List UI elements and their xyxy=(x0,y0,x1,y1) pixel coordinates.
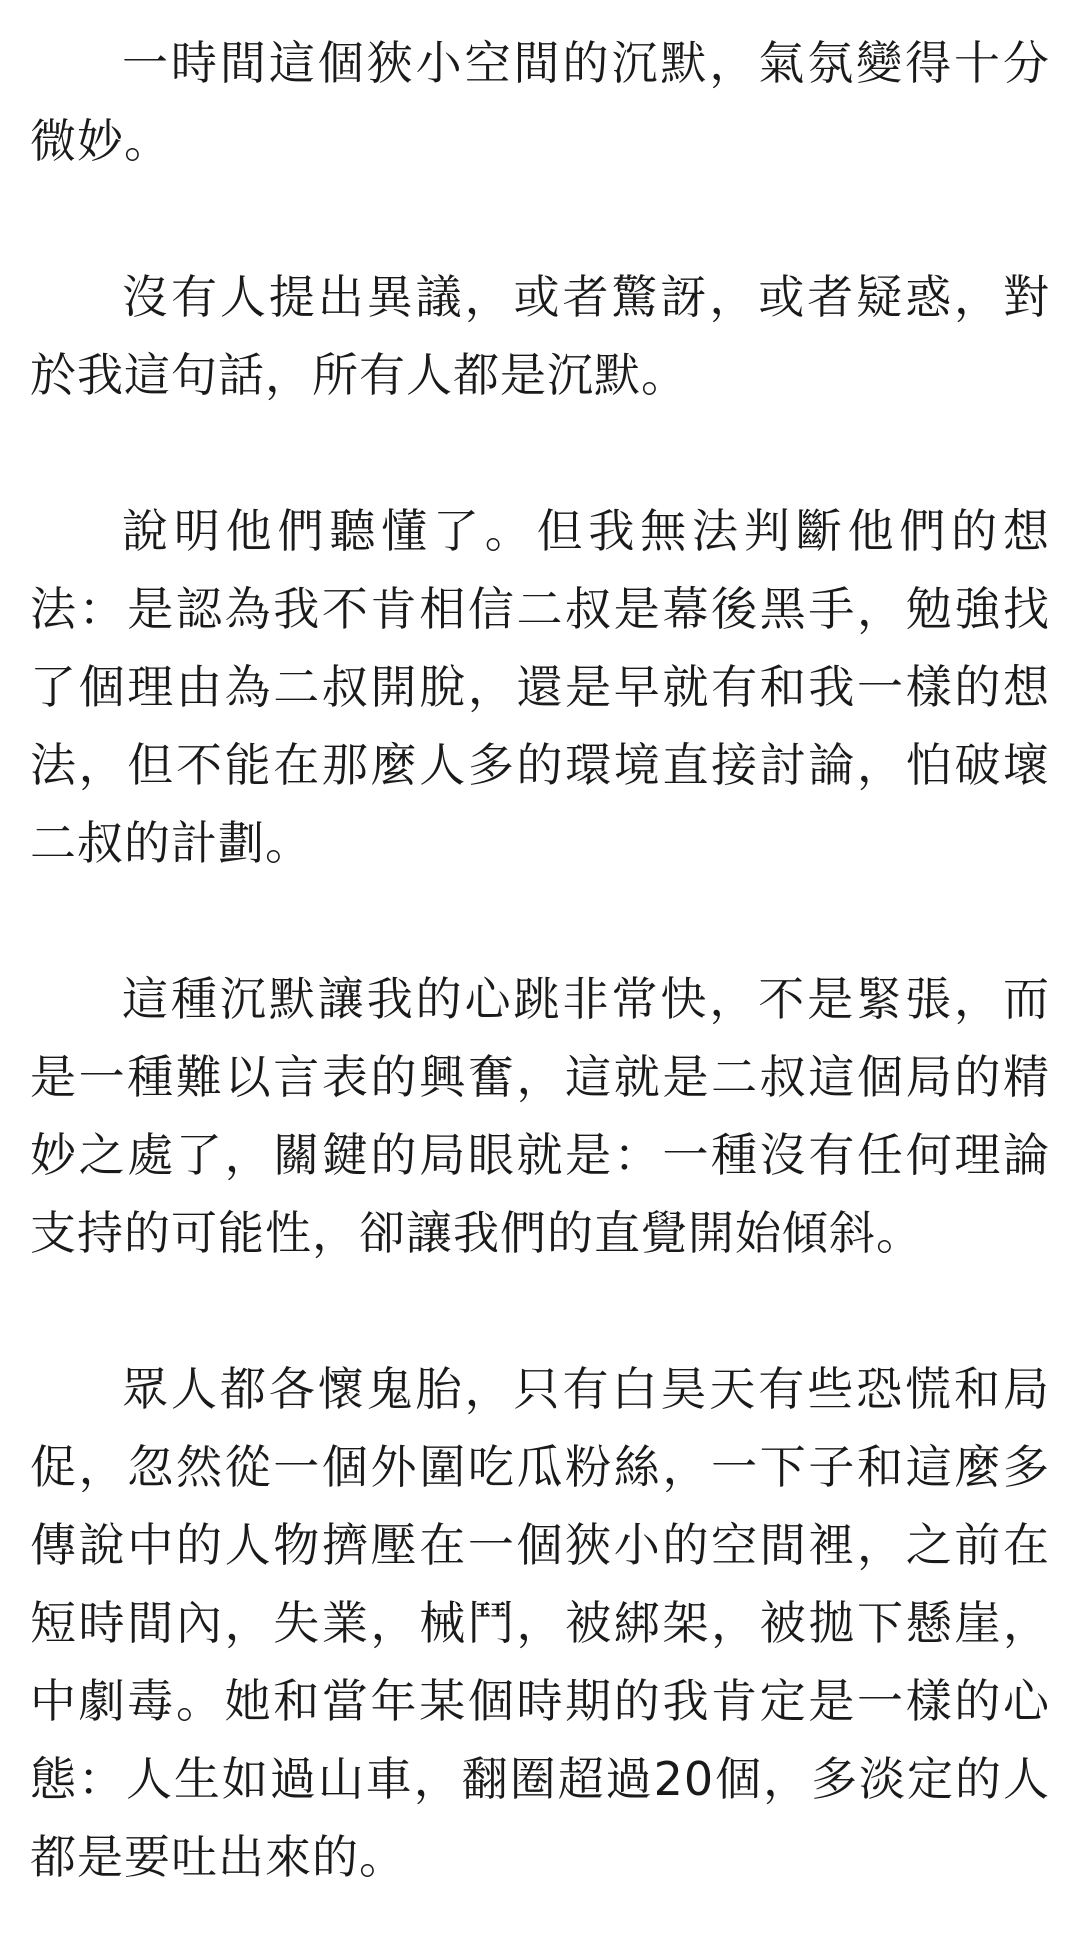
paragraph: 一時間這個狹小空間的沉默，氣氛變得十分微妙。 xyxy=(30,36,1050,168)
paragraph: 說明他們聽懂了。但我無法判斷他們的想法：是認為我不肯相信二叔是幕後黑手，勉強找了個理由為二叔開脫，還是早就有和我一樣的想法，但不能在那麼人多的環境直接討論，怕破壞二叔的計劃。 xyxy=(30,504,1050,870)
paragraph: 這種沉默讓我的心跳非常快，不是緊張，而是一種難以言表的興奮，這就是二叔這個局的精妙之處了，關鍵的局眼就是：一種沒有任何理論支持的可能性，卻讓我們的直覺開始傾斜。 xyxy=(30,972,1050,1260)
paragraph: 眾人都各懷鬼胎，只有白昊天有些恐慌和局促，忽然從一個外圍吃瓜粉絲，一下子和這麼多傳說中的人物擠壓在一個狹小的空間裡，之前在短時間內，失業，械鬥，被綁架，被拋下懸崖，中劇毒。她和當年某個時期的我肯定是一樣的心態：人生如過山車，翻圈超過20個，多淡定的人都是要吐出來的。 xyxy=(30,1362,1050,1884)
paragraph: 沒有人提出異議，或者驚訝，或者疑惑，對於我這句話，所有人都是沉默。 xyxy=(30,270,1050,402)
